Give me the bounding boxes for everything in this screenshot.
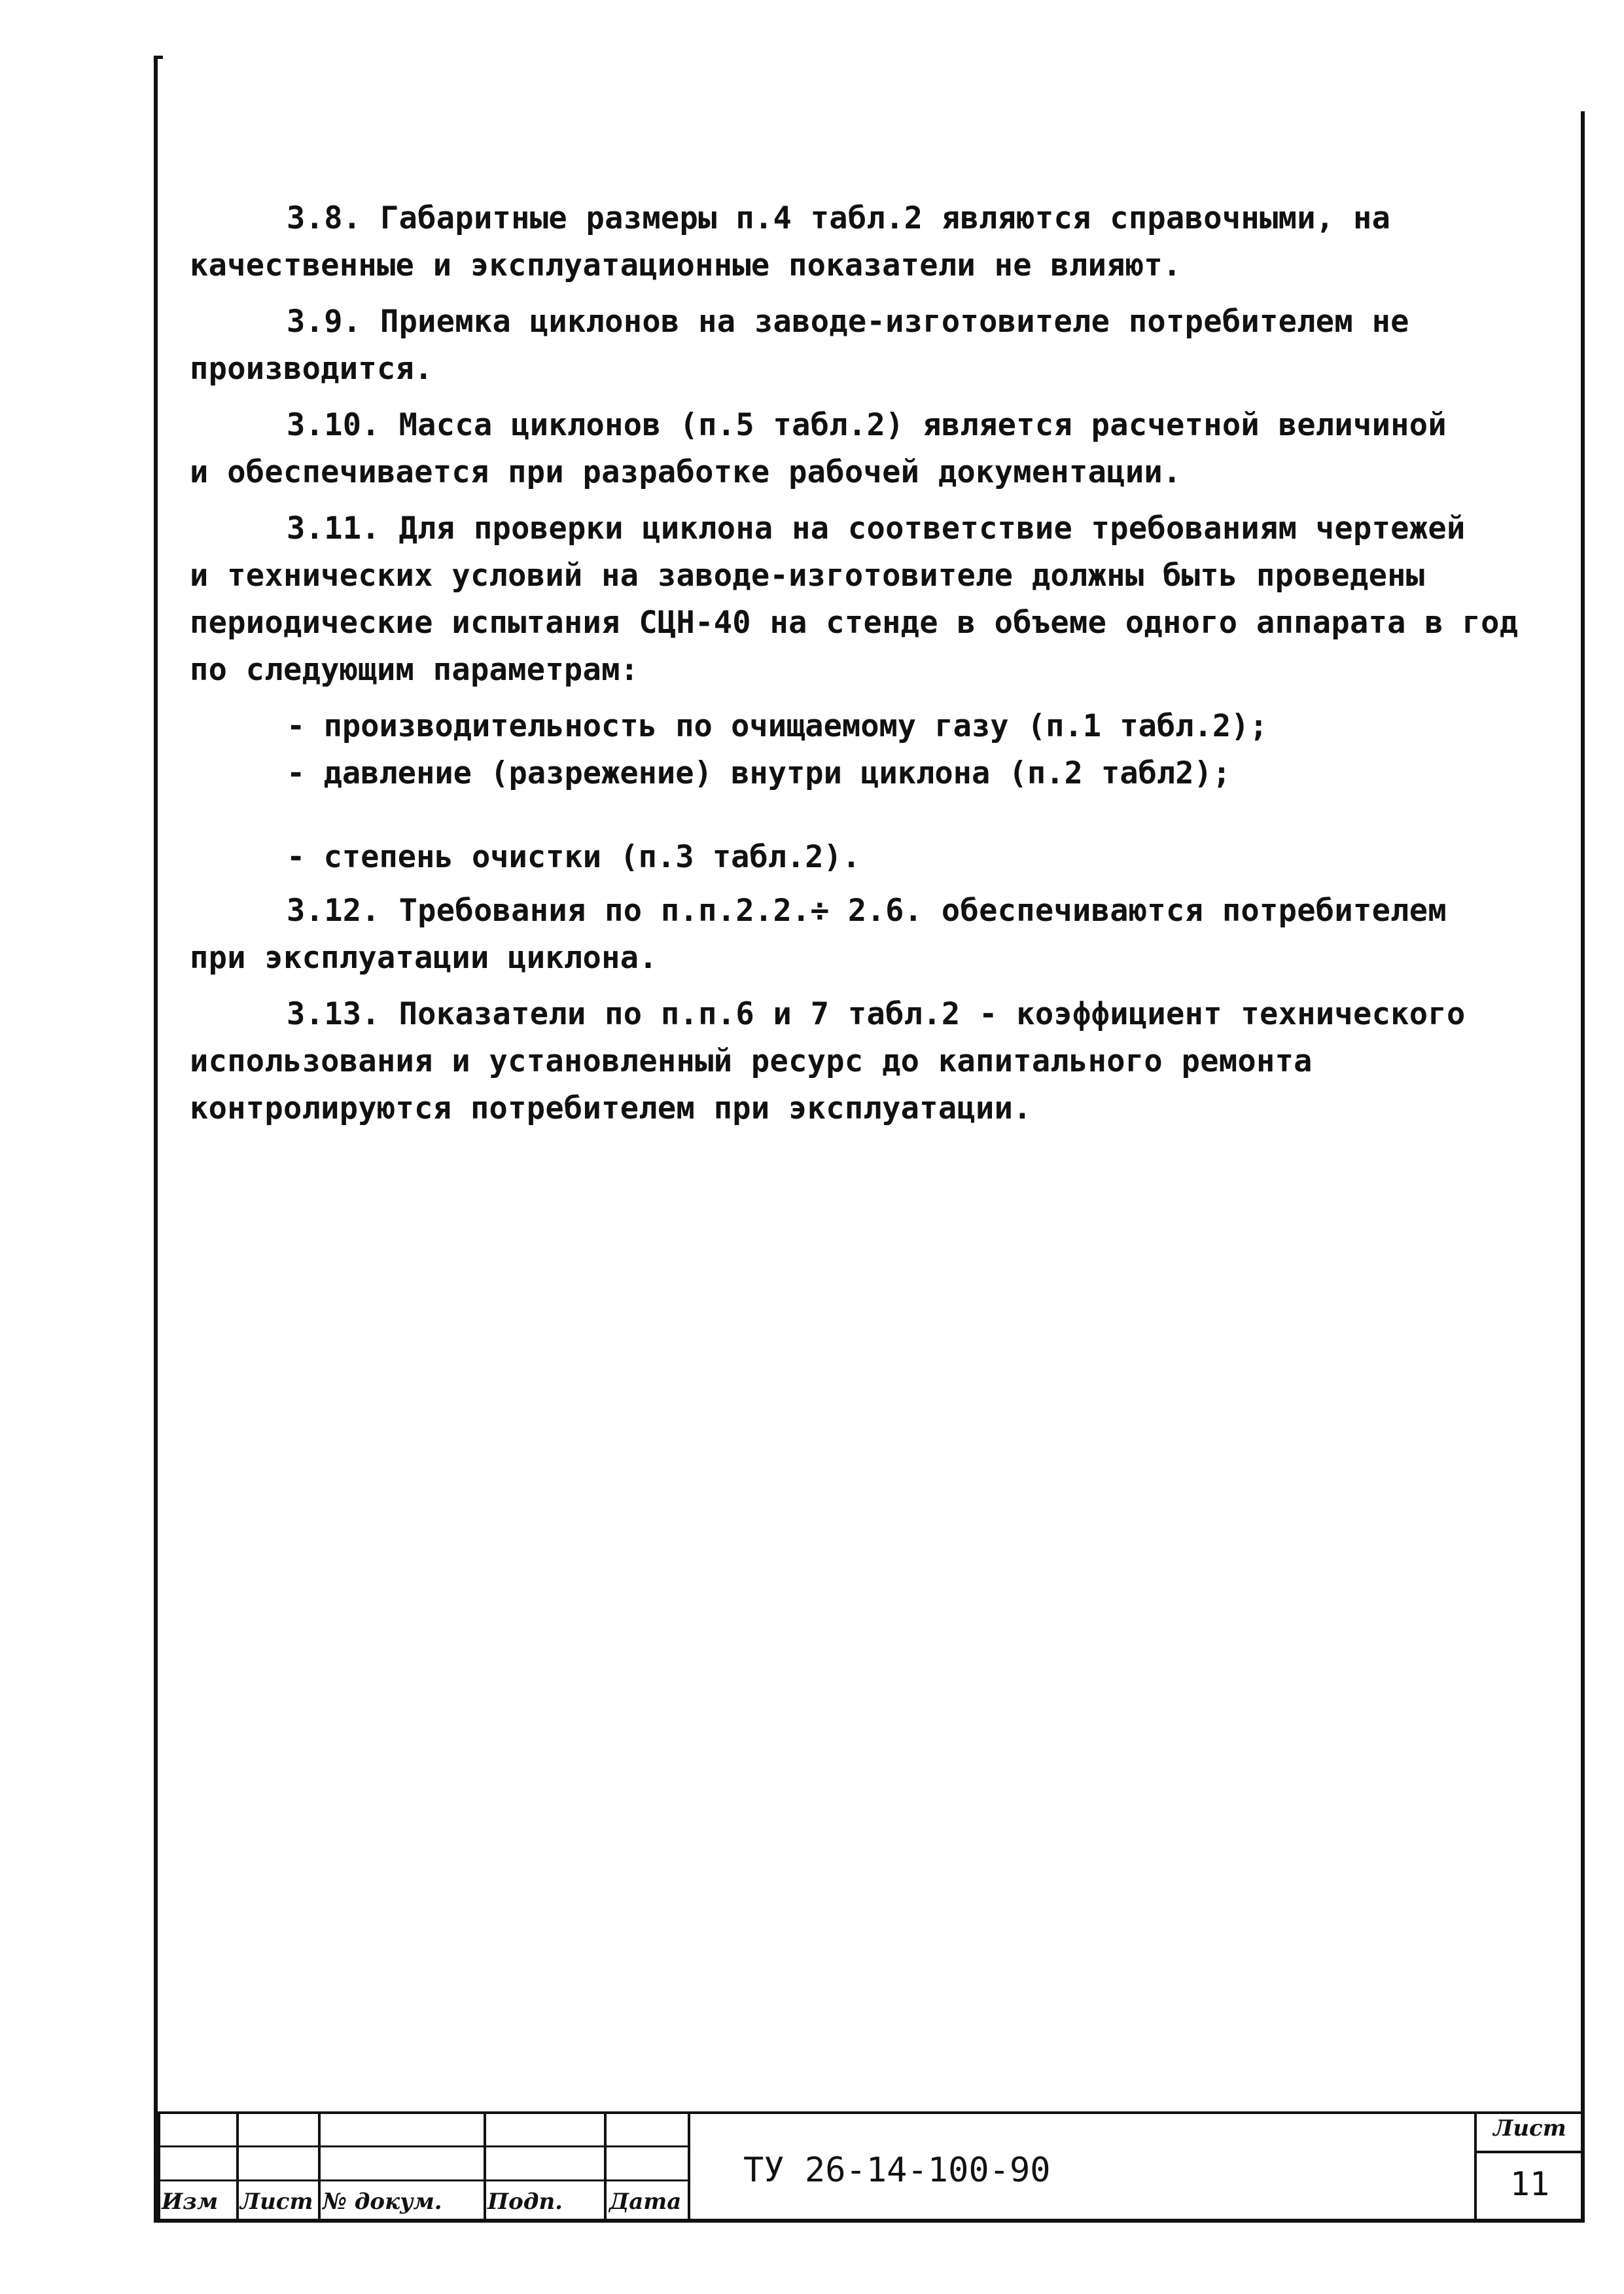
- paragraph-3-9: [190, 298, 1551, 393]
- title-block-col-line: [604, 2111, 607, 2219]
- title-block-col-line: [484, 2111, 486, 2219]
- sheet-box-divider: [1474, 2151, 1581, 2153]
- title-block: [158, 2111, 1581, 2219]
- paragraph-continuation: и технических условий на заводе-изготовителе должны быть проведены периодические испытания СЦН-40 на стенде в объеме одного аппарата в год по следующим параметрам:: [190, 558, 1519, 688]
- col-label-signature: Подп.: [487, 2189, 563, 2215]
- paragraph-continuation: и обеспечивается при разработке рабочей документации.: [190, 454, 1182, 490]
- col-label-date: Дата: [609, 2189, 682, 2215]
- paragraph-3-8: [190, 195, 1551, 289]
- title-block-col-line: [158, 2111, 160, 2219]
- paragraph-continuation: производится.: [190, 351, 433, 387]
- list-item: - давление (разрежение) внутри циклона (п.2 табл2);: [287, 755, 1231, 791]
- list-item: - степень очистки (п.3 табл.2).: [287, 839, 861, 875]
- paragraph-first-line: 3.8. Габаритные размеры п.4 табл.2 являются справочными, на: [287, 200, 1391, 236]
- title-block-col-line: [318, 2111, 321, 2219]
- parameter-list: [190, 703, 1551, 881]
- document-body: [190, 195, 1551, 1141]
- paragraph-first-line: 3.11. Для проверки циклона на соответствие требованиям чертежей: [287, 511, 1466, 547]
- title-block-col-line: [1474, 2111, 1477, 2219]
- frame-bottom-border: [154, 2219, 1585, 2223]
- title-block-col-line: [688, 2111, 690, 2219]
- paragraph-3-11: [190, 505, 1551, 694]
- paragraph-first-line: 3.12. Требования по п.п.2.2.÷ 2.6. обеспечиваются потребителем: [287, 893, 1447, 929]
- paragraph-3-13: [190, 991, 1551, 1132]
- paragraph-first-line: 3.13. Показатели по п.п.6 и 7 табл.2 - коэффициент технического: [287, 996, 1466, 1032]
- sheet-label: Лист: [1493, 2115, 1566, 2142]
- paragraph-first-line: 3.10. Масса циклонов (п.5 табл.2) является расчетной величиной: [287, 407, 1447, 443]
- list-item: - производительность по очищаемому газу (п.1 табл.2);: [287, 708, 1268, 744]
- paragraph-continuation: при эксплуатации циклона.: [190, 940, 658, 976]
- paragraph-first-line: 3.9. Приемка циклонов на заводе-изготовителе потребителем не: [287, 304, 1409, 340]
- title-block-col-line: [236, 2111, 239, 2219]
- col-label-doc-number: № докум.: [323, 2189, 442, 2215]
- paragraph-continuation: качественные и эксплуатационные показатели не влияют.: [190, 247, 1182, 283]
- document-code: ТУ 26-14-100-90: [743, 2151, 1051, 2190]
- paragraph-3-10: [190, 402, 1551, 496]
- frame-top-tick: [154, 56, 163, 59]
- col-label-change: Изм: [162, 2189, 219, 2215]
- frame-right-border: [1581, 111, 1585, 2222]
- sheet-number: 11: [1509, 2165, 1550, 2203]
- col-label-sheet: Лист: [240, 2189, 313, 2215]
- paragraph-continuation: использования и установленный ресурс до капитального ремонта контролируются потребителем при эксплуатации.: [190, 1043, 1313, 1126]
- title-block-top-line: [158, 2111, 1581, 2114]
- frame-left-border: [154, 56, 158, 2222]
- paragraph-3-12: [190, 887, 1551, 982]
